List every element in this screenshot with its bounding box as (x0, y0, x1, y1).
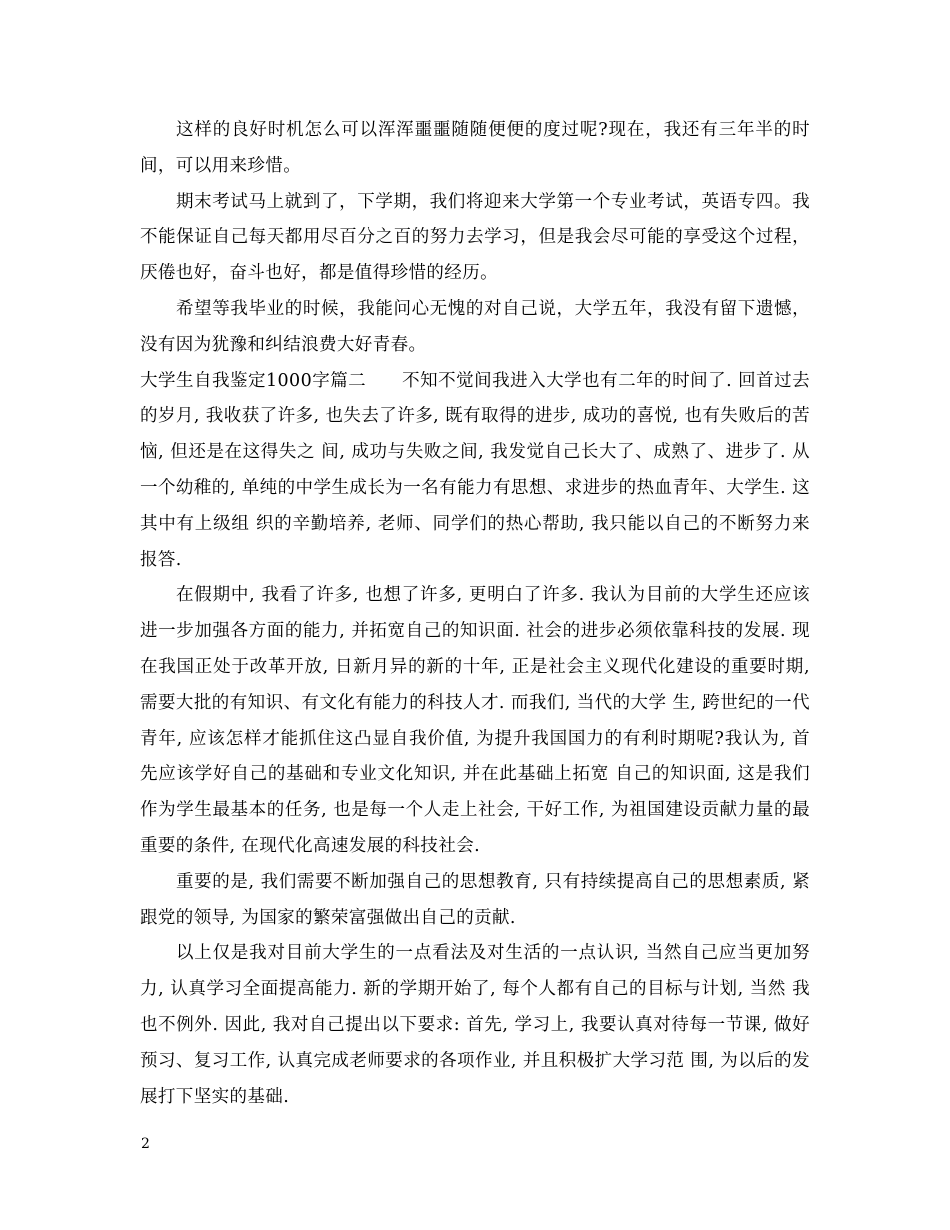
paragraph-4-section-heading: 大学生自我鉴定1000字篇二 不知不觉间我进入大学也有二年的时间了. 回首过去的岁月, 我收获了许多, 也失去了许多, 既有取得的进步, 成功的喜悦, 也有失败后的苦恼, 但还是在这得失之 间, 成功与失败之间, 我发觉自己长大了、成熟了、进步了. 从一个幼稚的, 单纯的中学生成长为一名有能力有思想、求进步的热血青年、大学生. 这其中有上级组 织的辛勤培养, 老师、同学们的热心帮助, 我只能以自己的不断努力来报答. (140, 370, 810, 570)
document-body (140, 113, 810, 1115)
paragraph-2: 期末考试马上就到了，下学期，我们将迎来大学第一个专业考试，英语专四。我不能保证自己每天都用尽百分之百的努力去学习，但是我会尽可能的享受这个过程，厌倦也好，奋斗也好，都是值得珍惜的经历。 (140, 191, 810, 284)
paragraph-3: 希望等我毕业的时候，我能问心无愧的对自己说，大学五年，我没有留下遗憾，没有因为犹豫和纠结浪费大好青春。 (140, 298, 810, 355)
paragraph-6: 重要的是, 我们需要不断加强自己的思想教育, 只有持续提高自己的思想素质, 紧跟党的领导, 为国家的繁荣富强做出自己的贡献. (140, 871, 810, 928)
paragraph-1: 这样的良好时机怎么可以浑浑噩噩随随便便的度过呢?现在，我还有三年半的时间，可以用来珍惜。 (140, 120, 810, 176)
paragraph-7: 以上仅是我对目前大学生的一点看法及对生活的一点认识, 当然自己应当更加努力, 认真学习全面提高能力. 新的学期开始了, 每个人都有自己的目标与计划, 当然 我也不例外. 因此, 我对自己提出以下要求: 首先, 学习上, 我要认真对待每一节课, 做好预习、复习工作, 认真完成老师要求的各项作业, 并且积极扩大学习范 围, 为以后的发展打下坚实的基础. (140, 943, 810, 1107)
paragraph-5: 在假期中, 我看了许多, 也想了许多, 更明白了许多. 我认为目前的大学生还应该进一步加强各方面的能力, 并拓宽自己的知识面. 社会的进步必须依靠科技的发展. 现在我国正处于改革开放, 日新月异的新的十年, 正是社会主义现代化建设的重要时期, 需要大批的有知识、有文化有能力的科技人才. 而我们, 当代的大学 生, 跨世纪的一代青年, 应该怎样才能抓住这凸显自我价值, 为提升我国国力的有利时期呢?我认为, 首先应该学好自己的基础和专业文化知识, 并在此基础上拓宽 自己的知识面, 这是我们作为学生最基本的任务, 也是每一个人走上社会, 干好工作, 为祖国建设贡献力量的最重要的条件, 在现代化高速发展的科技社会. (140, 585, 810, 856)
page-number: 2 (141, 1136, 150, 1152)
